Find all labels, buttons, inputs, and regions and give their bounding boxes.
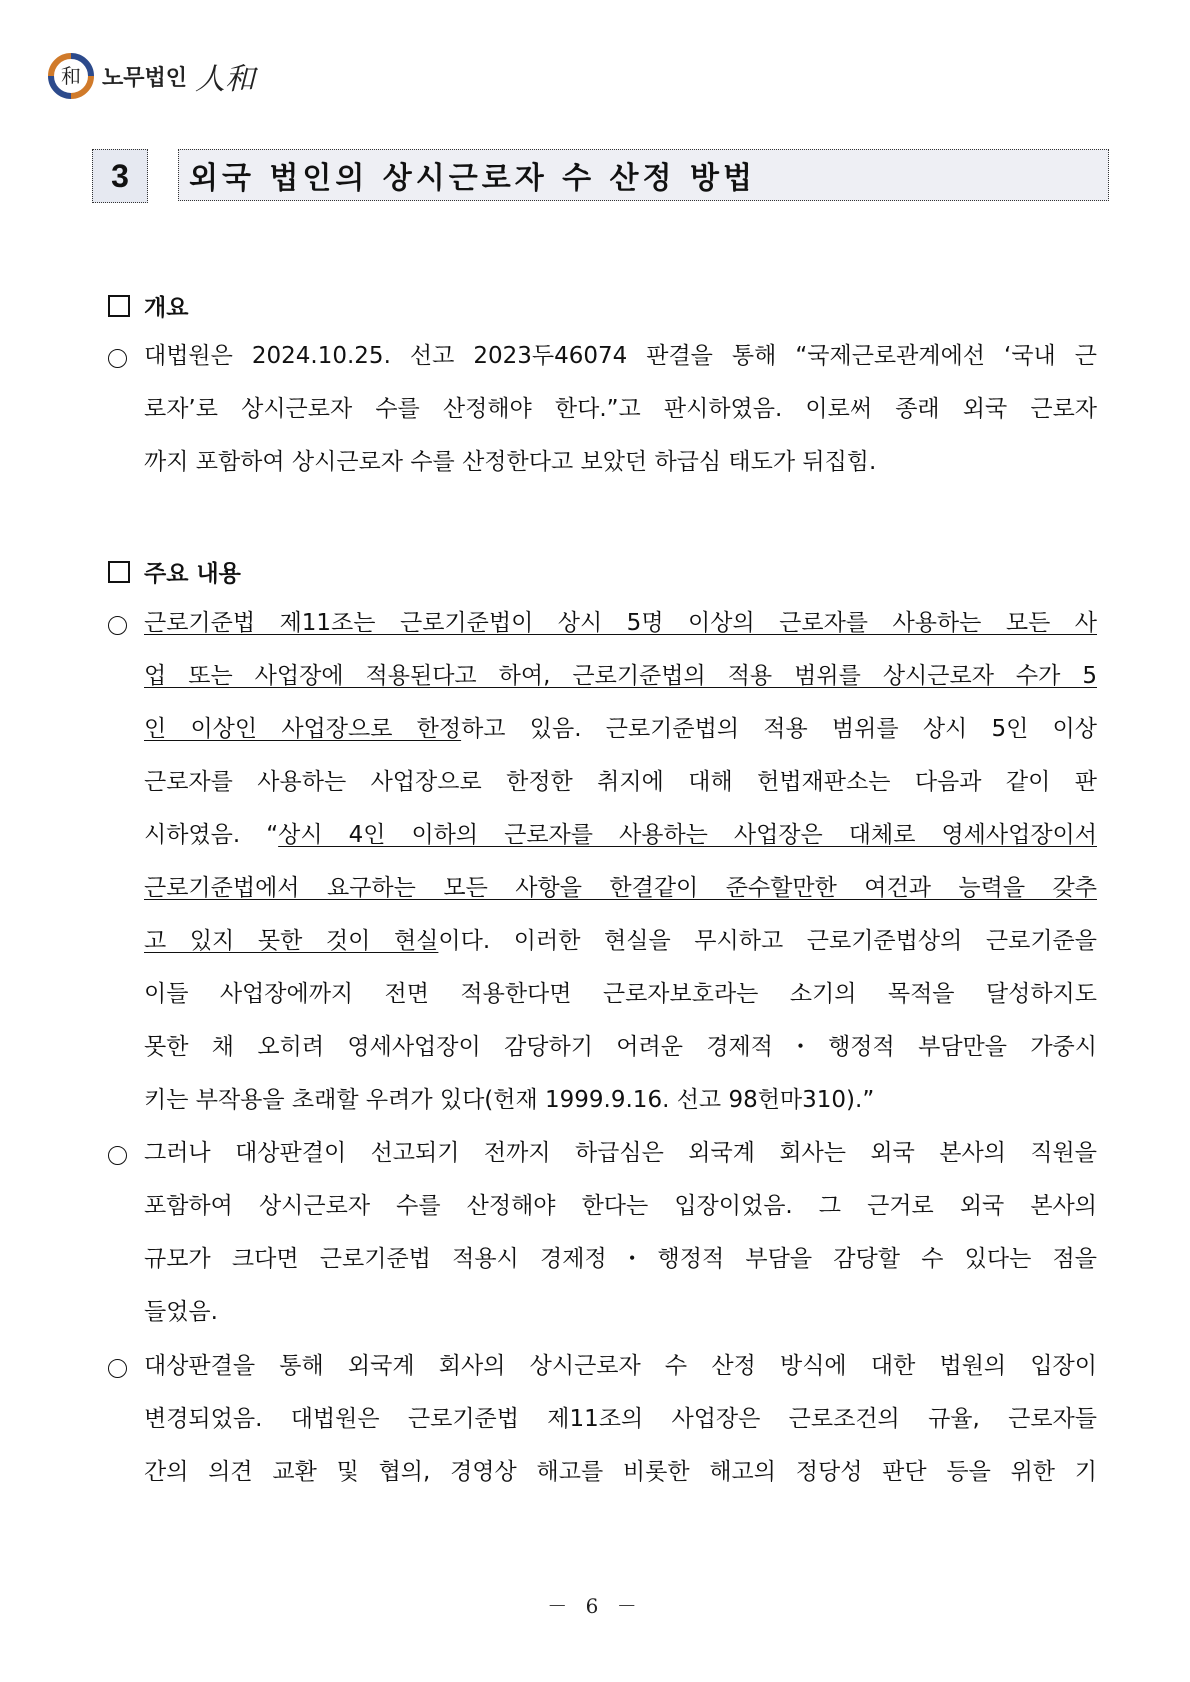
- main-heading-text: 주요 내용: [144, 561, 241, 587]
- text-line: 대상판결을 통해 외국계 회사의 상시근로자 수 산정 방식에 대한 법원의 입장이: [144, 1353, 1097, 1379]
- text-line: [144, 921, 1097, 961]
- underlined-text: 인 이상인 사업장으로 한정: [144, 716, 462, 742]
- underlined-text: 근로기준법에서 요구하는 모든 사항을 한결같이 준수할만한 여건과 능력을 갖추: [144, 875, 1097, 901]
- text-line: 들었음.: [144, 1299, 218, 1325]
- underlined-text: 업 또는 사업장에 적용된다고 하여, 근로기준법의 적용 범위를 상시근로자 수가 5: [144, 663, 1097, 689]
- circle-bullet-icon: [108, 1359, 127, 1378]
- checkbox-square-icon: [108, 295, 130, 317]
- logo-char: 和: [61, 64, 81, 88]
- text-line: [144, 868, 1097, 908]
- text-line: 규모가 크다면 근로기준법 적용시 경제정・행정적 부담을 감당할 수 있다는 점을: [144, 1246, 1097, 1272]
- overview-heading-text: 개요: [144, 295, 189, 321]
- text-line: 근로자를 사용하는 사업장으로 한정한 취지에 대해 헌법재판소는 다음과 같이 판: [144, 769, 1097, 795]
- circle-bullet-icon: [108, 349, 127, 368]
- circle-bullet-icon: [108, 616, 127, 635]
- firm-logo-icon: [48, 53, 94, 99]
- text-line: 포함하여 상시근로자 수를 산정해야 한다는 입장이었음. 그 근거로 외국 본사의: [144, 1193, 1097, 1219]
- text-line: [144, 709, 1097, 749]
- plain-text: 이다. 이러한 현실을 무시하고 근로기준법상의 근로기준을: [438, 928, 1097, 954]
- text-line: 간의 의견 교환 및 협의, 경영상 해고를 비롯한 해고의 정당성 판단 등을 위한 기: [144, 1459, 1097, 1485]
- firm-name-hanja: 人和: [195, 62, 256, 97]
- checkbox-square-icon: [108, 561, 130, 583]
- underlined-text: 상시 4인 이하의 근로자를 사용하는 사업장은 대체로 영세사업장이서: [278, 822, 1097, 848]
- text-line: 까지 포함하여 상시근로자 수를 산정한다고 보았던 하급심 태도가 뒤집힘.: [144, 449, 877, 475]
- plain-text: 하고 있음. 근로기준법의 적용 범위를 상시 5인 이상: [461, 716, 1097, 742]
- overview-heading: [108, 289, 188, 322]
- underlined-text: 고 있지 못한 것이 현실: [144, 928, 439, 954]
- section-title: 외국 법인의 상시근로자 수 산정 방법: [178, 149, 1109, 201]
- page-header: [48, 52, 255, 100]
- text-line: 이들 사업장에까지 전면 적용한다면 근로자보호라는 소기의 목적을 달성하지도: [144, 981, 1097, 1007]
- page-number: － 6 －: [547, 1594, 643, 1618]
- text-line: [144, 603, 1097, 643]
- text-line: 로자’로 상시근로자 수를 산정해야 한다.”고 판시하였음. 이로써 종래 외국 근로자: [144, 396, 1097, 422]
- circle-bullet-icon: [108, 1146, 127, 1165]
- underlined-text: 근로기준법 제11조는 근로기준법이 상시 5명 이상의 근로자를 사용하는 모든 사: [144, 610, 1097, 636]
- text-line: [144, 656, 1097, 696]
- plain-text: 시하였음. “: [144, 822, 279, 848]
- text-line: 키는 부작용을 초래할 우려가 있다(헌재 1999.9.16. 선고 98헌마310).”: [144, 1087, 875, 1113]
- text-line: 그러나 대상판결이 선고되기 전까지 하급심은 외국계 회사는 외국 본사의 직원을: [144, 1140, 1097, 1166]
- text-line: 변경되었음. 대법원은 근로기준법 제11조의 사업장은 근로조건의 규율, 근로자들: [144, 1406, 1097, 1432]
- text-line: 못한 채 오히려 영세사업장이 감당하기 어려운 경제적・행정적 부담만을 가중시: [144, 1034, 1097, 1060]
- text-line: [144, 815, 1097, 855]
- main-heading: [108, 555, 241, 588]
- text-line: 대법원은 2024.10.25. 선고 2023두46074 판결을 통해 “국제근로관계에선 ‘국내 근: [144, 343, 1097, 369]
- firm-name: 노무법인: [102, 65, 188, 91]
- section-number: 3: [92, 149, 148, 203]
